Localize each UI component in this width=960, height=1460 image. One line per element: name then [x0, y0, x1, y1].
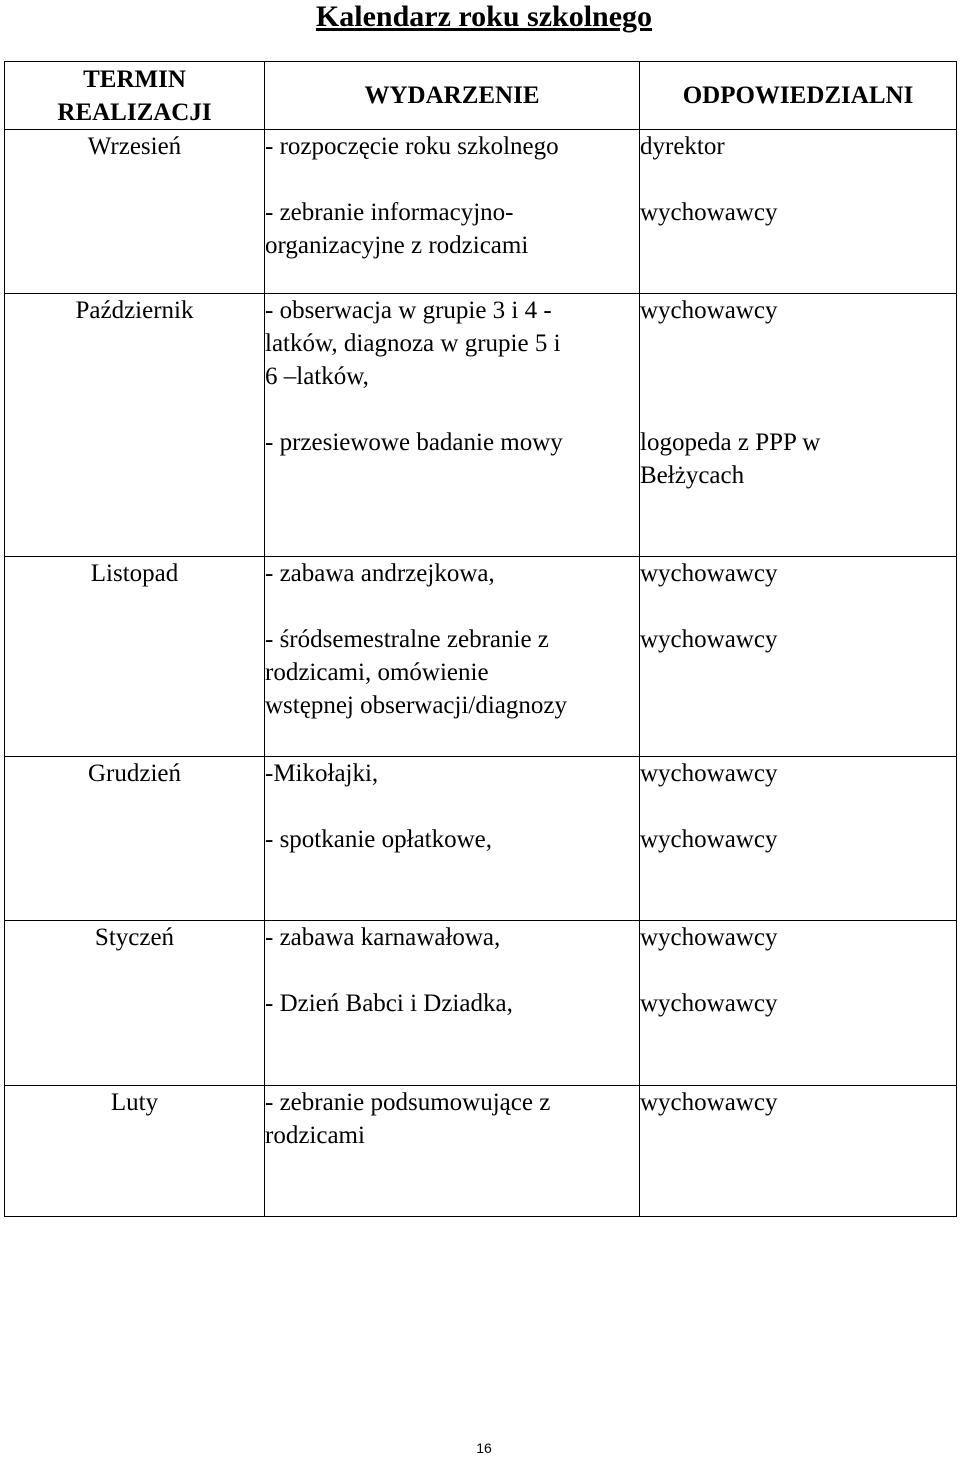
- header-term-line: REALIZACJI: [57, 99, 212, 126]
- event-cell: [265, 757, 640, 921]
- term-label: Styczeń: [94, 924, 175, 951]
- header-event: WYDARZENIE: [265, 62, 640, 130]
- event-item: [265, 130, 639, 163]
- responsible-cell: [640, 557, 957, 757]
- responsible-item: [640, 196, 956, 229]
- responsible-line: wychowawcy: [640, 760, 778, 787]
- responsible-item: [640, 921, 956, 954]
- responsible-item: [640, 987, 956, 1020]
- event-item: [265, 757, 639, 790]
- event-cell: [265, 921, 640, 1086]
- event-line: - śródsemestralne zebranie z: [265, 626, 549, 653]
- event-cell: [265, 557, 640, 757]
- event-item: [265, 823, 639, 856]
- event-item: [265, 426, 639, 459]
- term-cell: [5, 1086, 265, 1217]
- responsible-line: wychowawcy: [640, 199, 778, 226]
- event-line: 6 –latków,: [265, 363, 369, 390]
- event-item: [265, 294, 639, 393]
- table-row: [5, 130, 957, 294]
- event-line: - obserwacja w grupie 3 i 4 -: [265, 297, 552, 324]
- table-row: [5, 557, 957, 757]
- term-cell: [5, 557, 265, 757]
- event-cell: [265, 1086, 640, 1217]
- responsible-item: [640, 623, 956, 656]
- term-cell: [5, 757, 265, 921]
- responsible-cell: [640, 921, 957, 1086]
- responsible-line: logopeda z PPP w: [640, 429, 821, 456]
- responsible-line: wychowawcy: [640, 990, 778, 1017]
- table-row: [5, 921, 957, 1086]
- event-line: -Mikołajki,: [265, 760, 379, 787]
- event-cell: [265, 130, 640, 294]
- event-line: rodzicami: [265, 1122, 365, 1149]
- responsible-line: wychowawcy: [640, 560, 778, 587]
- responsible-line: Bełżycach: [640, 462, 745, 489]
- responsible-line: dyrektor: [640, 133, 725, 160]
- event-item: [265, 557, 639, 590]
- page-title: Kalendarz roku szkolnego: [315, 0, 653, 33]
- table-row: [5, 294, 957, 557]
- event-item: [265, 623, 639, 722]
- event-line: - zabawa karnawałowa,: [265, 924, 501, 951]
- term-label: Luty: [110, 1089, 159, 1116]
- responsible-cell: [640, 294, 957, 557]
- event-cell: [265, 294, 640, 557]
- term-cell: [5, 921, 265, 1086]
- header-term: [5, 62, 265, 130]
- responsible-cell: [640, 1086, 957, 1217]
- responsible-item: [640, 426, 956, 492]
- responsible-line: wychowawcy: [640, 1089, 778, 1116]
- table-row: [5, 757, 957, 921]
- term-cell: [5, 294, 265, 557]
- responsible-line: wychowawcy: [640, 297, 778, 324]
- responsible-line: wychowawcy: [640, 626, 778, 653]
- event-item: [265, 987, 639, 1020]
- event-line: - zabawa andrzejkowa,: [265, 560, 495, 587]
- responsible-line: wychowawcy: [640, 924, 778, 951]
- event-line: - Dzień Babci i Dziadka,: [265, 990, 513, 1017]
- event-line: latków, diagnoza w grupie 5 i: [265, 330, 561, 357]
- responsible-item: [640, 1086, 956, 1119]
- event-line: organizacyjne z rodzicami: [265, 232, 529, 259]
- event-line: - przesiewowe badanie mowy: [265, 429, 563, 456]
- event-line: - rozpoczęcie roku szkolnego: [265, 133, 559, 160]
- event-line: - zebranie informacyjno-: [265, 199, 514, 226]
- responsible-item: [640, 294, 956, 327]
- header-responsible: ODPOWIEDZIALNI: [640, 62, 957, 130]
- term-label: Grudzień: [87, 760, 182, 787]
- school-calendar-table: [4, 61, 957, 1217]
- header-term-line: TERMIN: [83, 66, 186, 93]
- responsible-cell: [640, 757, 957, 921]
- event-item: [265, 921, 639, 954]
- event-line: rodzicami, omówienie: [265, 659, 489, 686]
- responsible-cell: [640, 130, 957, 294]
- responsible-line: wychowawcy: [640, 826, 778, 853]
- term-label: Listopad: [90, 560, 179, 587]
- event-line: - spotkanie opłatkowe,: [265, 826, 493, 853]
- table-row: [5, 1086, 957, 1217]
- responsible-item: [640, 757, 956, 790]
- page-number: 16: [476, 1440, 492, 1456]
- term-cell: [5, 130, 265, 294]
- event-item: [265, 1086, 639, 1152]
- event-item: [265, 196, 639, 262]
- event-line: wstępnej obserwacji/diagnozy: [265, 692, 567, 719]
- responsible-item: [640, 130, 956, 163]
- table-header-row: [5, 62, 957, 130]
- event-line: - zebranie podsumowujące z: [265, 1089, 551, 1116]
- responsible-item: [640, 823, 956, 856]
- term-label: Wrzesień: [87, 133, 182, 160]
- term-label: Październik: [75, 297, 194, 324]
- responsible-item: [640, 557, 956, 590]
